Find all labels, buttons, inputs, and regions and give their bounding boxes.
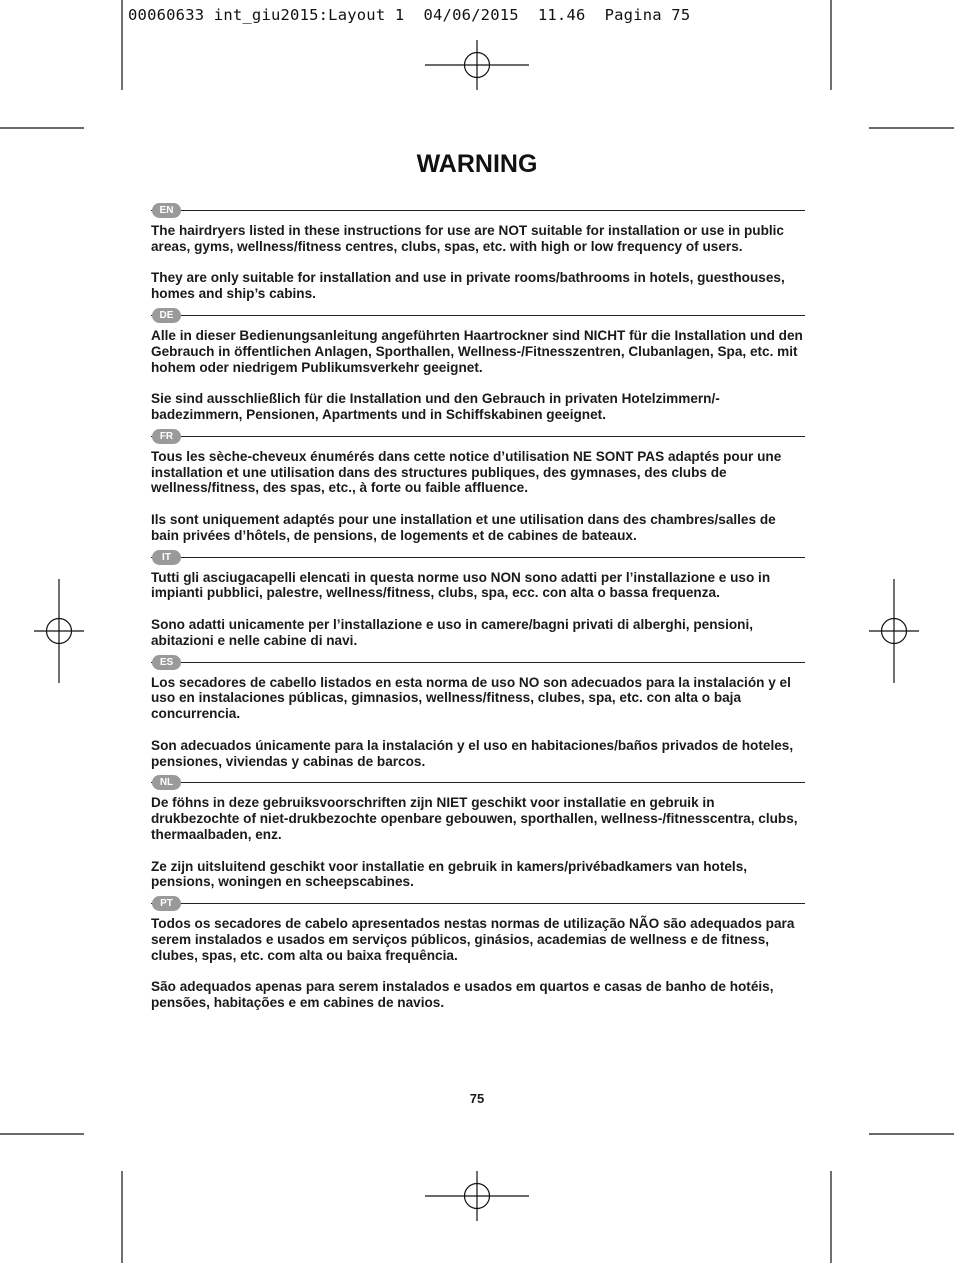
- section-it: [151, 550, 805, 649]
- print-slug-line: 00060633 int_giu2015:Layout 1 04/06/2015 11.46 Pagina 75: [128, 6, 691, 24]
- language-badge-es: ES: [152, 655, 181, 670]
- section-divider: [151, 903, 805, 904]
- section-en: [151, 203, 805, 302]
- language-badge-fr: FR: [152, 429, 181, 444]
- paragraph: Alle in dieser Bedienungsanleitung angeführten Haartrockner sind NICHT für die Installation und den Gebrauch in öffentlichen Anlagen, Sporthallen, Wellness-/Fitnesszentren, Clubanlagen, Spa, etc. mit hohem oder niedrigem Publikumsverkehr geeignet.: [151, 327, 803, 375]
- paragraph: Tous les sèche-cheveux énumérés dans cette notice d’utilisation NE SONT PAS adaptés pour une installation et une utilisation dans des structures publiques, des gymnases, des clubs de wellness/fitness, des spas, etc., à forte ou faible affluence.: [151, 448, 782, 496]
- language-badge-nl: NL: [152, 775, 181, 790]
- paragraph: Todos os secadores de cabelo apresentados nestas normas de utilização NÃO são adequados para serem instalados e usados em serviços públicos, ginásios, academias de wellness e de fitness, clubes, spas, etc. com alta ou baixa frequência.: [151, 916, 795, 963]
- paragraph: São adequados apenas para serem instalados e usados em quartos e casas de banho de hotéis, pensões, habitações e em cabines de navios.: [151, 979, 774, 1011]
- paragraph: Ils sont uniquement adaptés pour une installation et une utilisation dans des chambres/salles de bain privées d’hôtels, de pensions, de logements et de cabines de bateaux.: [151, 511, 776, 543]
- registration-mark-bottom: [425, 1171, 529, 1221]
- section-nl: [151, 775, 805, 890]
- section-divider: [151, 662, 805, 663]
- section-divider: [151, 782, 805, 783]
- registration-mark-right: [869, 579, 919, 683]
- section-divider: [151, 436, 805, 437]
- page-title: WARNING: [416, 150, 538, 178]
- paragraph: Sie sind ausschließlich für die Installation und den Gebrauch in privaten Hotelzimmern/-badezimmern, Pensionen, Apartments und in Schiffskabinen geeignet.: [151, 391, 720, 422]
- paragraph: Son adecuados únicamente para la instalación y el uso en habitaciones/baños privados de hoteles, pensiones, viviendas y cabinas de barcos.: [151, 737, 794, 769]
- section-header: [151, 308, 805, 324]
- registration-mark-left: [34, 579, 84, 683]
- page-number: 75: [469, 1091, 485, 1106]
- section-fr: [151, 429, 805, 544]
- paragraph: Los secadores de cabello listados en esta norma de uso NO son adecuados para la instalación y el uso en instalaciones públicas, gimnasios, wellness/fitness, clubes, spa, etc. con alta o baja concurrencia.: [151, 674, 791, 722]
- language-badge-pt: PT: [152, 896, 181, 911]
- paragraph: The hairdryers listed in these instructions for use are NOT suitable for installation or use in public areas, gyms, wellness/fitness centres, clubs, spas, etc. with high or low frequency of users.: [151, 223, 784, 254]
- registration-mark-top: [425, 40, 529, 90]
- section-divider: [151, 557, 805, 558]
- section-header: [151, 429, 805, 445]
- paragraph: De föhns in deze gebruiksvoorschriften zijn NIET geschikt voor installatie en gebruik in drukbezochte of niet-drukbezochte openbare gebouwen, sporthallen, wellness-/fitnesscentra, clubs, thermaalbaden, enz.: [151, 795, 798, 842]
- section-de: [151, 308, 805, 423]
- paragraph: Ze zijn uitsluitend geschikt voor installatie en gebruik in kamers/privébadkamers van hotels, pensions, woningen en scheepscabines.: [151, 858, 748, 890]
- section-header: [151, 550, 805, 566]
- language-badge-de: DE: [152, 308, 181, 323]
- section-divider: [151, 315, 805, 316]
- language-badge-it: IT: [152, 550, 181, 565]
- section-pt: [151, 896, 805, 1011]
- language-badge-en: EN: [152, 203, 181, 218]
- paragraph: Sono adatti unicamente per l’installazione e uso in camere/bagni privati di alberghi, pensioni, abitazioni e nelle cabine di navi.: [151, 616, 754, 648]
- warning-sections: [151, 203, 805, 1017]
- paragraph: Tutti gli asciugacapelli elencati in questa norme uso NON sono adatti per l’installazione e uso in impianti pubblici, palestre, wellness/fitness, clubs, spa, ecc. con alta o bassa frequenza.: [151, 569, 771, 601]
- section-header: [151, 655, 805, 671]
- section-header: [151, 896, 805, 912]
- section-header: [151, 203, 805, 219]
- section-es: [151, 655, 805, 770]
- section-header: [151, 775, 805, 791]
- paragraph: They are only suitable for installation and use in private rooms/bathrooms in hotels, guesthouses, homes and ship’s cabins.: [151, 270, 785, 302]
- section-divider: [151, 210, 805, 211]
